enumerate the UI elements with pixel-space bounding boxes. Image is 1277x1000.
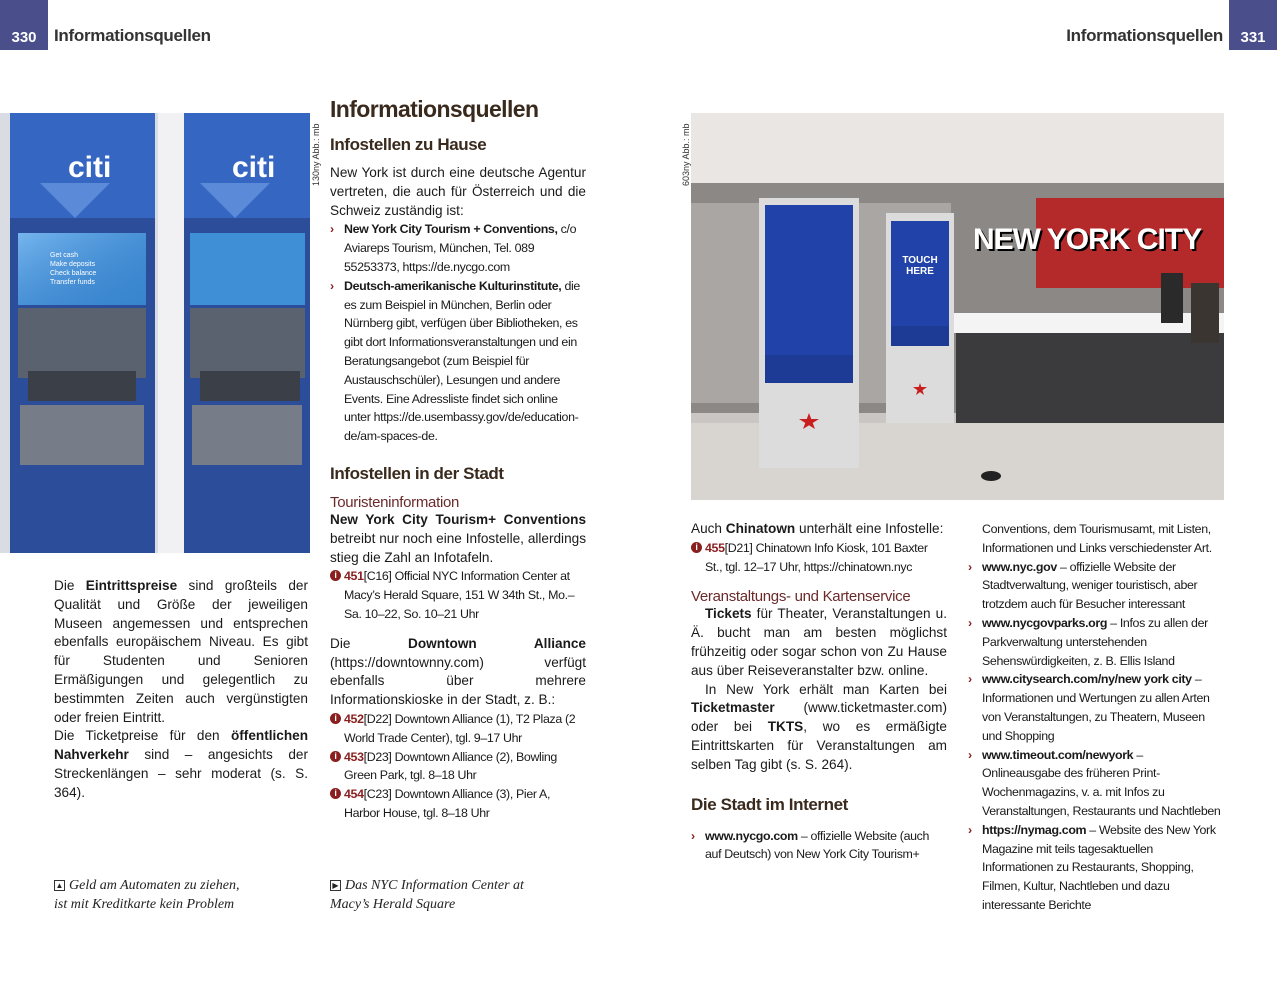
chevron-right-icon: ›: [968, 747, 972, 762]
list-item-continuation: Conventions, dem Tourismusamt, mit Listen, Informationen und Links verschiedenster Art.: [982, 522, 1212, 555]
kiosk-screen-text: TOUCH HERE: [902, 255, 938, 277]
citi-logo-right: citi: [232, 151, 276, 184]
column-2: [330, 96, 586, 823]
entry-454: i 454[C23] Downtown Alliance (3), Pier A, Harbor House, tgl. 8–18 Uhr: [330, 785, 586, 823]
page-number-left: 330: [0, 0, 48, 50]
atm-screen-line: Transfer funds: [50, 279, 95, 286]
running-head-right: Informationsquellen: [1066, 26, 1223, 45]
photo-sign: NEW YORK CITY: [973, 223, 1202, 256]
list-item-kulturinstitute: › Deutsch-amerikanische Kulturinstitute, die es zum Beispiel in München, Berlin oder Nürnberg gibt, verfügen über Bibliotheken, es gibt dort Informationsveranstaltungen und ein Beratungsangebot (zum Beispiel für Austauschschüler), Lesungen und andere Events. Eine Adressliste findet sich online unter https://de.usembassy.gov/de/education-de/am-spaces-de.: [330, 278, 580, 444]
list-item-citysearch: › www.citysearch.com/ny/new york city – Informationen und Wertungen zu allen Arten von Veranstaltungen, zu Theatern, Museen und Shopping: [968, 672, 1210, 743]
paragraph-tickets: Tickets für Theater, Veranstaltungen u. Ä. bucht man am besten möglichst frühzeitig oder sogar schon von Zu Hause aus über Reiseveranstalter bzw. online.: [691, 606, 947, 678]
citi-logo-left: citi: [68, 151, 112, 184]
heading-kartenservice: Veranstaltungs- und Kartenservice: [691, 588, 911, 606]
chapter-title: Informationsquellen: [330, 96, 539, 122]
atm-screen-line: Check balance: [50, 270, 97, 277]
chevron-right-icon: ›: [968, 672, 972, 687]
heading-infostellen-zu-hause: Infostellen zu Hause: [330, 135, 487, 154]
paragraph-agentur: New York ist durch eine deutsche Agentur vertreten, die auch für Österreich und die Schweiz zuständig ist:: [330, 165, 586, 218]
chevron-right-icon: ›: [968, 822, 972, 837]
running-head-left: Informationsquellen: [54, 26, 211, 45]
atm-screen-line: Get cash: [50, 252, 79, 259]
caption-info-center: ▶ Das NYC Information Center at Macy’s Herald Square: [330, 878, 524, 912]
info-icon: i: [330, 751, 341, 762]
heading-infostellen-in-der-stadt: Infostellen in der Stadt: [330, 463, 504, 483]
paragraph-nahverkehr: Die Ticketpreise für den öffentlichen Nahverkehr sind – angesichts der Streckenlängen – sehr moderat (s. S. 364).: [54, 728, 308, 800]
caption-arrow-up-icon: ▲: [55, 881, 64, 890]
info-icon: i: [691, 542, 702, 553]
info-center-illustration: [691, 113, 1224, 500]
info-center-photo: [691, 113, 1224, 500]
photo-credit-left: 130ny Abb.: mb: [311, 123, 321, 186]
list-item-nycgo: › www.nycgo.com – offizielle Website (auch auf Deutsch) von New York City Tourism+: [691, 828, 930, 862]
column-1: [54, 577, 308, 803]
chevron-right-icon: ›: [968, 559, 972, 574]
caption-arrow-right-icon: ▶: [330, 880, 341, 891]
caption-atm: ▲ Geld am Automaten zu ziehen, ist mit Kreditkarte kein Problem: [54, 878, 240, 912]
entry-453: i 453[D23] Downtown Alliance (2), Bowling Green Park, tgl. 8–18 Uhr: [330, 748, 586, 786]
column-3: [691, 520, 947, 864]
entry-455: i 455[D21] Chinatown Info Kiosk, 101 Baxter St., tgl. 12–17 Uhr, https://chinatown.nyc: [691, 539, 947, 577]
atm-screen-menu: [50, 251, 96, 287]
list-item-timeout: › www.timeout.com/newyork – Onlineausgabe des früheren Print-Wochenmagazins, v. a. mit Infos zu Veranstaltungen, Restaurants und Nachtleben: [968, 747, 1221, 818]
list-item-nycgovparks: › www.nycgovparks.org – Infos zu allen der Parkverwaltung unterstehenden Sehenswürdigkeiten, z. B. Ellis Island: [968, 615, 1208, 668]
paragraph-ticketmaster: In New York erhält man Karten bei Ticketmaster (www.ticketmaster.com) oder bei TKTS, wo es ermäßigte Eintrittskarten für Veranstaltungen am selben Tag gibt (s. S. 264).: [691, 681, 947, 772]
entry-452: i 452[D22] Downtown Alliance (1), T2 Plaza (2 World Trade Center), tgl. 9–17 Uhr: [330, 710, 586, 748]
chevron-right-icon: ›: [330, 278, 334, 293]
atm-screen-line: Make deposits: [50, 261, 96, 268]
list-item-nymag: › https://nymag.com – Website des New York Magazine mit teils tagesaktuellen Informationen zu Restaurants, Shopping, Filmen, Kultur, Nachtleben und dazu interessante Berichte: [968, 822, 1216, 912]
info-icon: i: [330, 713, 341, 724]
chevron-right-icon: ›: [691, 828, 695, 843]
paragraph-chinatown: Auch Chinatown unterhält eine Infostelle:: [691, 521, 944, 536]
column-4: [968, 520, 1224, 915]
photo-credit-right: 603ny Abb.: mb: [681, 123, 691, 186]
entry-451: i 451[C16] Official NYC Information Center at Macy’s Herald Square, 151 W 34th St., Mo.–Sa. 10–22, So. 10–21 Uhr: [330, 567, 586, 623]
list-item-nyc-gov: › www.nyc.gov – offizielle Website der Stadtverwaltung, weniger touristisch, aber trotzdem auch für Besucher interessant: [968, 559, 1198, 612]
chevron-right-icon: ›: [330, 222, 334, 237]
info-icon: i: [330, 570, 341, 581]
chevron-right-icon: ›: [968, 615, 972, 630]
info-icon: i: [330, 788, 341, 799]
list-item-nyc-tourism: › New York City Tourism + Conventions, c/o Aviareps Tourism, München, Tel. 089 55253373, https://de.nycgo.com: [330, 222, 577, 274]
heading-touristeninformation: Touristeninformation: [330, 493, 460, 511]
heading-stadt-im-internet: Die Stadt im Internet: [691, 794, 848, 814]
paragraph-downtown-alliance: Die Downtown Alliance (https://downtownny.com) verfügt ebenfalls über mehrere Informationskioske in der Stadt, z. B.:: [330, 635, 586, 708]
paragraph-tourist-info: New York City Tourism+ Conventions betreibt nur noch eine Infostelle, allerdings stieg die Zahl an Infotafeln.: [330, 511, 586, 565]
page-number-right: 331: [1229, 0, 1277, 50]
paragraph-eintrittspreise: Die Eintrittspreise sind großteils der Qualität und Größe der jeweiligen Museen angemessen und entsprechen ebenfalls europäischem Niveau. Es gibt für Studenten und Senioren Ermäßigungen und gelegentlich zu bestimmten Zeiten auch vergünstigten oder freien Eintritt.: [54, 578, 308, 725]
atm-photo: [0, 113, 310, 553]
